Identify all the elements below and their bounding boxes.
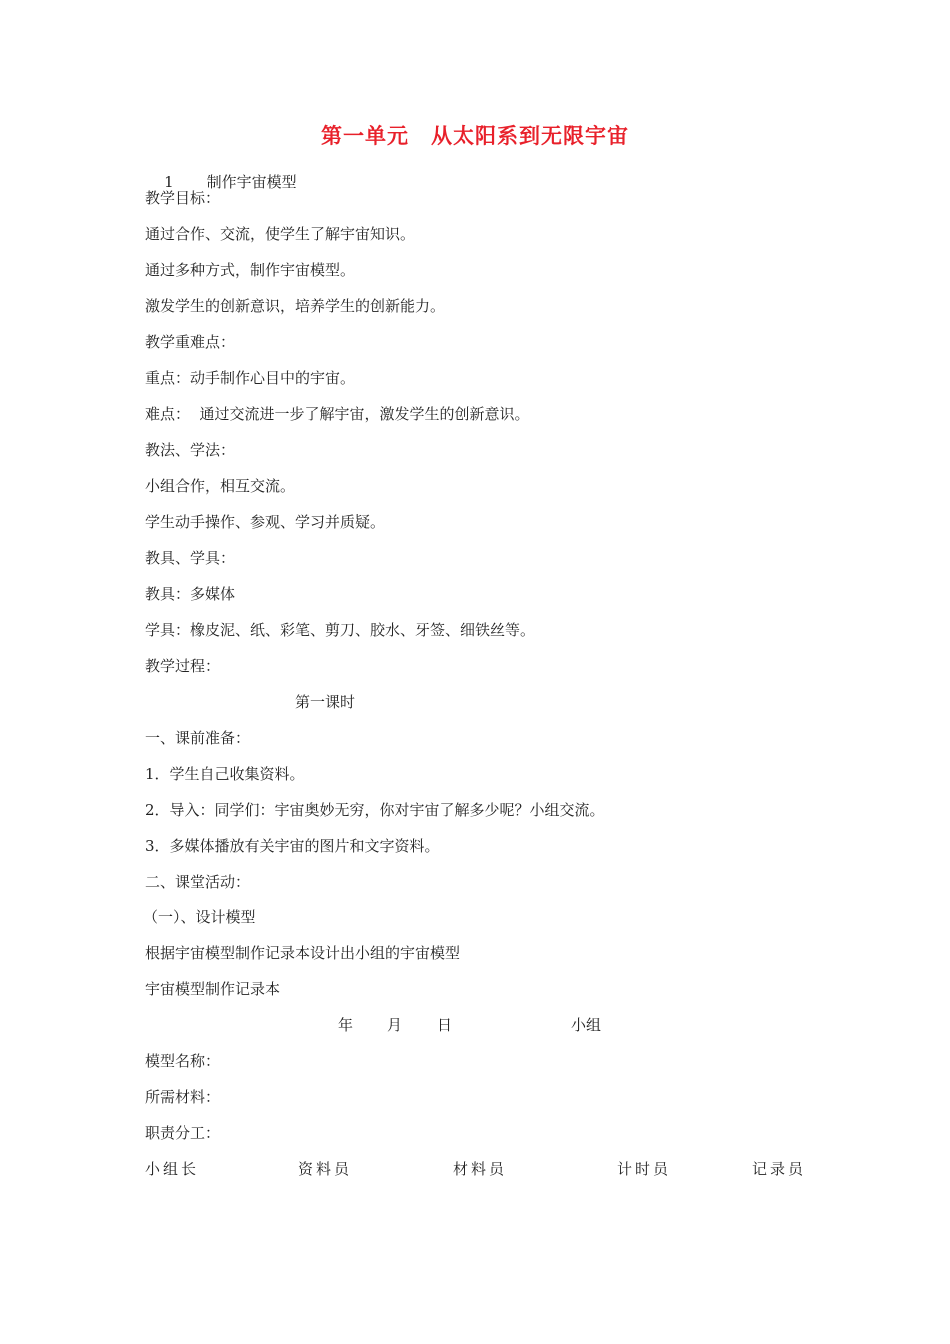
date-year: 年: [338, 1016, 354, 1034]
text-line: 学具：橡皮泥、纸、彩笔、剪刀、胶水、牙签、细铁丝等。: [145, 621, 536, 639]
role-leader: 小组长: [145, 1160, 200, 1178]
text-line: 一、课前准备：: [145, 729, 251, 747]
role-data: 资料员: [298, 1160, 353, 1178]
period-heading: 第一课时: [295, 693, 356, 711]
text-line: 职责分工：: [145, 1124, 221, 1142]
text-line: 根据宇宙模型制作记录本设计出小组的宇宙模型: [145, 944, 461, 962]
text-line: 3．多媒体播放有关宇宙的图片和文字资料。: [145, 837, 440, 855]
text-line: 小组合作，相互交流。: [145, 477, 296, 495]
role-recorder: 记录员: [752, 1160, 807, 1178]
text-line: 教学目标：: [145, 189, 221, 207]
text-line: 教学过程：: [145, 657, 221, 675]
date-day: 日: [437, 1016, 453, 1034]
text-line: 激发学生的创新意识，培养学生的创新能力。: [145, 297, 446, 315]
text-line: 学生动手操作、参观、学习并质疑。: [145, 513, 386, 531]
text-line: 教法、学法：: [145, 441, 236, 459]
text-line: 通过合作、交流，使学生了解宇宙知识。: [145, 225, 416, 243]
date-month: 月: [387, 1016, 403, 1034]
text-line: 模型名称：: [145, 1052, 221, 1070]
document-title: 第一单元 从太阳系到无限宇宙: [321, 124, 629, 148]
text-line: 教具、学具：: [145, 549, 236, 567]
text-line: 1．学生自己收集资料。: [145, 765, 305, 783]
text-line: 宇宙模型制作记录本: [145, 980, 281, 998]
text-line: 所需材料：: [145, 1088, 221, 1106]
text-line: 教具：多媒体: [145, 585, 236, 603]
role-timer: 计时员: [617, 1160, 672, 1178]
lesson-number: 1: [164, 173, 174, 191]
text-line: 重点：动手制作心目中的宇宙。: [145, 369, 356, 387]
text-line: 二、课堂活动：: [145, 873, 251, 891]
text-line: （一）、设计模型: [143, 908, 256, 926]
text-line: 通过多种方式，制作宇宙模型。: [145, 261, 356, 279]
lesson-name: 制作宇宙模型: [206, 173, 297, 191]
text-line: 教学重难点：: [145, 333, 236, 351]
text-line: 难点： 通过交流进一步了解宇宙，激发学生的创新意识。: [145, 405, 530, 423]
text-line: 2．导入：同学们：宇宙奥妙无穷，你对宇宙了解多少呢？小组交流。: [145, 801, 605, 819]
group-label: 小组: [571, 1016, 602, 1034]
role-materials: 材料员: [453, 1160, 508, 1178]
